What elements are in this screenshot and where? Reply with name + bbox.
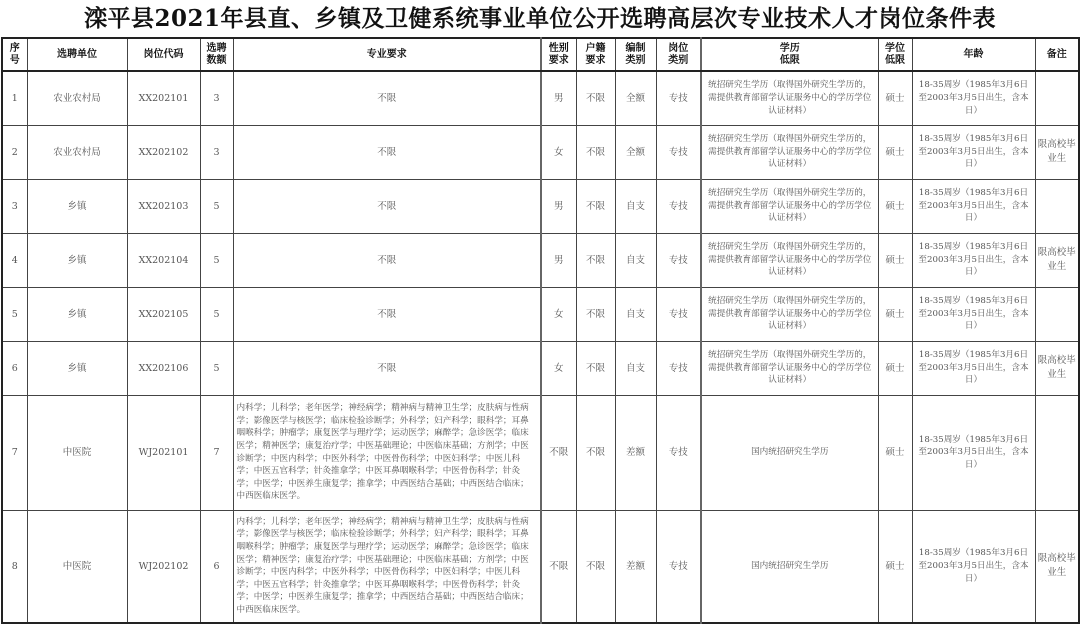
cell-age: 18-35周岁（1985年3月6日至2003年3月5日出生，含本日） (912, 510, 1035, 623)
cell-age: 18-35周岁（1985年3月6日至2003年3月5日出生，含本日） (912, 287, 1035, 341)
cell-post: 专技 (656, 287, 701, 341)
cell-unit: 中医院 (27, 510, 127, 623)
cell-edu: 统招研究生学历（取得国外研究生学历的，需提供教育部留学认证服务中心的学历学位认证材料） (701, 125, 878, 179)
header-gender-line2: 要求 (548, 54, 569, 66)
cell-gender: 男 (541, 71, 576, 125)
cell-code: WJ202102 (127, 510, 200, 623)
header-edu-line2: 低限 (779, 54, 800, 66)
cell-note: 限高校毕业生 (1035, 341, 1079, 395)
cell-hukou: 不限 (576, 71, 615, 125)
cell-staffing: 全额 (615, 125, 656, 179)
table-row (2, 179, 1079, 233)
table-row (2, 287, 1079, 341)
cell-hukou: 不限 (576, 233, 615, 287)
cell-post: 专技 (656, 395, 701, 510)
cell-post: 专技 (656, 179, 701, 233)
cell-staffing: 自支 (615, 233, 656, 287)
cell-unit: 农业农村局 (27, 125, 127, 179)
table-row (2, 233, 1079, 287)
cell-post: 专技 (656, 341, 701, 395)
cell-age: 18-35周岁（1985年3月6日至2003年3月5日出生，含本日） (912, 395, 1035, 510)
cell-staffing: 全额 (615, 71, 656, 125)
cell-major: 不限 (233, 233, 541, 287)
cell-major: 不限 (233, 287, 541, 341)
cell-unit: 乡镇 (27, 287, 127, 341)
cell-staffing: 自支 (615, 179, 656, 233)
cell-post: 专技 (656, 125, 701, 179)
cell-seq: 4 (2, 233, 27, 287)
cell-gender: 女 (541, 125, 576, 179)
cell-post: 专技 (656, 510, 701, 623)
header-staffing (615, 38, 656, 71)
cell-age: 18-35周岁（1985年3月6日至2003年3月5日出生，含本日） (912, 125, 1035, 179)
cell-hukou: 不限 (576, 125, 615, 179)
cell-edu: 统招研究生学历（取得国外研究生学历的，需提供教育部留学认证服务中心的学历学位认证材料） (701, 287, 878, 341)
header-post-line2: 类别 (668, 54, 689, 66)
cell-degree: 硕士 (878, 510, 912, 623)
header-gender-line1: 性别 (548, 42, 569, 54)
table-row (2, 510, 1079, 623)
page-title: 滦平县2021年县直、乡镇及卫健系统事业单位公开选聘高层次专业技术人才岗位条件表 (83, 5, 996, 32)
cell-hukou: 不限 (576, 395, 615, 510)
cell-degree: 硕士 (878, 179, 912, 233)
cell-note (1035, 179, 1079, 233)
cell-major: 不限 (233, 71, 541, 125)
cell-post: 专技 (656, 233, 701, 287)
cell-edu: 统招研究生学历（取得国外研究生学历的，需提供教育部留学认证服务中心的学历学位认证材料） (701, 233, 878, 287)
cell-staffing: 差额 (615, 395, 656, 510)
cell-hukou: 不限 (576, 341, 615, 395)
cell-degree: 硕士 (878, 233, 912, 287)
header-degree-line2: 低限 (885, 54, 905, 66)
cell-age: 18-35周岁（1985年3月6日至2003年3月5日出生，含本日） (912, 71, 1035, 125)
cell-degree: 硕士 (878, 71, 912, 125)
header-quota-line2: 数额 (206, 54, 227, 66)
cell-major: 不限 (233, 179, 541, 233)
cell-seq: 3 (2, 179, 27, 233)
cell-code: XX202103 (127, 179, 200, 233)
cell-code: XX202102 (127, 125, 200, 179)
cell-major: 内科学；儿科学；老年医学；神经病学；精神病与精神卫生学；皮肤病与性病学；影像医学与核医学；临床检验诊断学；外科学；妇产科学；眼科学；耳鼻咽喉科学；肿瘤学；康复医学与理疗学；运动医学；麻醉学；急诊医学；临床医学；精神医学；康复治疗学；中医基础理论；中医临床基础；方剂学；中医诊断学；中医内科学；中医外科学；中医骨伤科学；中医妇科学；中医儿科学；中医五官科学；针灸推拿学；中医耳鼻咽喉科学；中医骨伤科学；针灸学；中医学；中医养生康复学；推拿学；中西医结合基础；中西医结合临床；中西医临床医学。 (233, 395, 541, 510)
cell-unit: 乡镇 (27, 233, 127, 287)
cell-hukou: 不限 (576, 510, 615, 623)
positions-table (1, 37, 1080, 624)
cell-edu: 统招研究生学历（取得国外研究生学历的，需提供教育部留学认证服务中心的学历学位认证材料） (701, 71, 878, 125)
cell-code: XX202105 (127, 287, 200, 341)
cell-edu: 统招研究生学历（取得国外研究生学历的，需提供教育部留学认证服务中心的学历学位认证材料） (701, 179, 878, 233)
cell-hukou: 不限 (576, 179, 615, 233)
header-edu-line1: 学历 (779, 42, 800, 54)
cell-quota: 5 (200, 341, 233, 395)
table-row (2, 71, 1079, 125)
cell-note (1035, 71, 1079, 125)
header-hukou (576, 38, 615, 71)
cell-staffing: 自支 (615, 341, 656, 395)
cell-seq: 5 (2, 287, 27, 341)
cell-quota: 5 (200, 233, 233, 287)
header-quota (200, 38, 233, 71)
header-note: 备注 (1035, 38, 1079, 71)
cell-note: 限高校毕业生 (1035, 125, 1079, 179)
cell-code: XX202104 (127, 233, 200, 287)
header-staffing-line2: 类别 (625, 54, 646, 66)
cell-age: 18-35周岁（1985年3月6日至2003年3月5日出生，含本日） (912, 179, 1035, 233)
header-degree-line1: 学位 (885, 42, 905, 54)
cell-quota: 3 (200, 125, 233, 179)
cell-code: XX202106 (127, 341, 200, 395)
table-row (2, 341, 1079, 395)
cell-quota: 6 (200, 510, 233, 623)
table-row (2, 395, 1079, 510)
header-age: 年龄 (912, 38, 1035, 71)
header-quota-line1: 选聘 (206, 42, 227, 54)
header-row (2, 38, 1079, 71)
cell-degree: 硕士 (878, 287, 912, 341)
header-post-line1: 岗位 (668, 42, 689, 54)
cell-seq: 6 (2, 341, 27, 395)
cell-edu: 统招研究生学历（取得国外研究生学历的，需提供教育部留学认证服务中心的学历学位认证材料） (701, 341, 878, 395)
header-staffing-line1: 编制 (625, 42, 646, 54)
cell-gender: 女 (541, 341, 576, 395)
cell-age: 18-35周岁（1985年3月6日至2003年3月5日出生，含本日） (912, 233, 1035, 287)
cell-seq: 8 (2, 510, 27, 623)
cell-quota: 5 (200, 287, 233, 341)
cell-staffing: 自支 (615, 287, 656, 341)
header-hukou-line1: 户籍 (585, 42, 606, 54)
header-code: 岗位代码 (127, 38, 200, 71)
cell-gender: 不限 (541, 395, 576, 510)
header-seq: 序号 (2, 38, 27, 71)
cell-note: 限高校毕业生 (1035, 233, 1079, 287)
cell-unit: 乡镇 (27, 341, 127, 395)
header-post (656, 38, 701, 71)
cell-degree: 硕士 (878, 341, 912, 395)
cell-major: 内科学；儿科学；老年医学；神经病学；精神病与精神卫生学；皮肤病与性病学；影像医学与核医学；临床检验诊断学；外科学；妇产科学；眼科学；耳鼻咽喉科学；肿瘤学；康复医学与理疗学；运动医学；麻醉学；急诊医学；临床医学；精神医学；康复治疗学；中医基础理论；中医临床基础；方剂学；中医诊断学；中医内科学；中医外科学；中医骨伤科学；中医妇科学；中医儿科学；中医五官科学；针灸推拿学；中医耳鼻咽喉科学；中医骨伤科学；针灸学；中医学；中医养生康复学；推拿学；中西医结合基础；中西医结合临床；中西医临床医学。 (233, 510, 541, 623)
cell-note: 限高校毕业生 (1035, 510, 1079, 623)
cell-unit: 中医院 (27, 395, 127, 510)
cell-quota: 5 (200, 179, 233, 233)
cell-unit: 乡镇 (27, 179, 127, 233)
cell-post: 专技 (656, 71, 701, 125)
cell-code: WJ202101 (127, 395, 200, 510)
cell-code: XX202101 (127, 71, 200, 125)
header-major: 专业要求 (233, 38, 541, 71)
cell-age: 18-35周岁（1985年3月6日至2003年3月5日出生，含本日） (912, 341, 1035, 395)
cell-gender: 不限 (541, 510, 576, 623)
cell-major: 不限 (233, 125, 541, 179)
header-gender (541, 38, 576, 71)
cell-edu: 国内统招研究生学历 (701, 395, 878, 510)
cell-quota: 7 (200, 395, 233, 510)
header-edu (701, 38, 878, 71)
cell-note (1035, 287, 1079, 341)
cell-seq: 1 (2, 71, 27, 125)
cell-hukou: 不限 (576, 287, 615, 341)
header-hukou-line2: 要求 (585, 54, 606, 66)
cell-gender: 男 (541, 233, 576, 287)
cell-quota: 3 (200, 71, 233, 125)
cell-major: 不限 (233, 341, 541, 395)
cell-seq: 7 (2, 395, 27, 510)
header-unit: 选聘单位 (27, 38, 127, 71)
cell-staffing: 差额 (615, 510, 656, 623)
cell-gender: 女 (541, 287, 576, 341)
cell-degree: 硕士 (878, 395, 912, 510)
table-row (2, 125, 1079, 179)
cell-note (1035, 395, 1079, 510)
cell-degree: 硕士 (878, 125, 912, 179)
cell-unit: 农业农村局 (27, 71, 127, 125)
cell-edu: 国内统招研究生学历 (701, 510, 878, 623)
cell-seq: 2 (2, 125, 27, 179)
header-degree (878, 38, 912, 71)
cell-gender: 男 (541, 179, 576, 233)
